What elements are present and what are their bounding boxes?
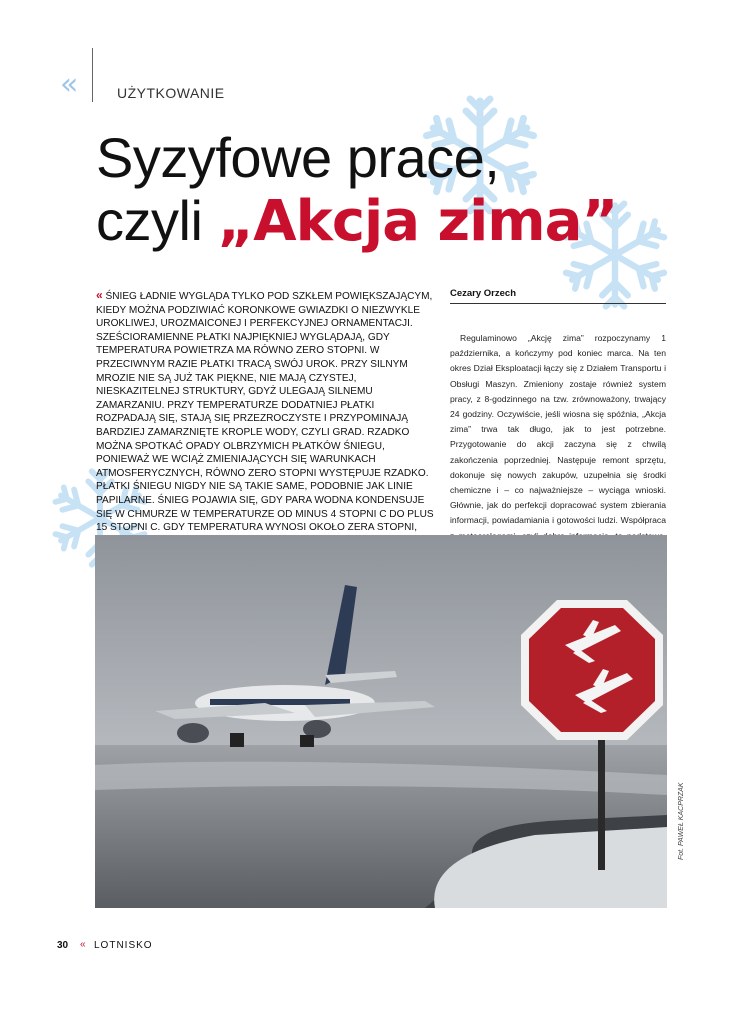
- lead-marker-icon: «: [96, 288, 103, 302]
- photo-credit: Fot. PAWEŁ KACPRZAK: [678, 782, 685, 860]
- airport-runway-photo: [95, 535, 667, 908]
- page-number: 30: [57, 940, 69, 951]
- section-label: UŻYTKOWANIE: [117, 85, 225, 101]
- title-line-2: [96, 190, 617, 253]
- author-divider: [450, 303, 666, 304]
- author-name: Cezary Orzech: [450, 288, 517, 299]
- body-paragraph: Regulaminowo „Akcję zima” rozpoczynamy 1 października, a kończymy pod koniec marca. Na ten okres Dział Eksploatacji łączy się z Działem Transportu i Obsługi Maszyn. Zmieniony zostaje również system pracy, z 8-godzinnego na tzw. zrównoważony, trwający 24 godziny. Oczywiście, jeśli wiosna się spóźnia, „Akcja zima” trwa tak długo, jak to jest potrzebne. Przygotowanie do akcji zaczyna się z chwilą zakończenia poprzedniej. Następuje remont sprzętu, dokonuje się nowych zakupów, uzupełnia się środki chemiczne i – co najważniejsze – wyciąga wnioski. Głównie, jak do perfekcji dopracować system zbierania informacji, powiadamiania i gotowości ludzi. Współpraca: [450, 333, 666, 526]
- title-prefix: czyli: [96, 189, 218, 252]
- section-marker-icon: «: [60, 67, 79, 102]
- footer-marker-icon: «: [80, 939, 86, 950]
- lead-text: ŚNIEG ŁADNIE WYGLĄDA TYLKO POD SZKŁEM POWIĘKSZAJĄCYM, KIEDY MOŻNA PODZIWIAĆ KORONKOWE GWIAZDKI O NIEZWYKLE UROKLIWEJ, UROZMAICONEJ I PERFEKCYJNEJ ORNAMENTACJI. SZEŚCIORAMIENNE PŁATKI NAJPIĘKNIEJ WYGLĄDAJĄ, GDY TEMPERATURA POWIETRZA MA RÓWNO ZERO STOPNI. W PRZECIWNYM RAZIE PŁATKI TRACĄ SWÓJ UROK. PRZY SILNYM MROZIE NIE SĄ JUŻ TAK PIĘKNE, NIE MAJĄ CZYSTEJ, NIESKAZITELNEJ STRUKTURY, GDYŻ ULEGAJĄ SILNEMU ZAMARZANIU. PRZY TEMPERATURZE DODATNIEJ PŁATKI ROZPADAJĄ SIĘ, STAJĄ SIĘ PRZEZROCZYSTE I PRZYPOMINAJĄ BARDZIEJ ZAMARZNIĘTE KROPLE WODY, CZYLI GRAD. RZADKO MOŻNA SPOTKAĆ OPADY OLBRZYMICH PŁATKÓW ŚNIEGU, PONIEWAŻ WE WCIĄŻ ZMIENIAJĄCYCH SIĘ WARUNKACH ATMOSFERYCZNYCH, RÓWNO ZERO STOPNI WYSTĘPUJE RZADKO. PŁATKI ŚNIEGU NIGDY NIE SĄ TAKIE SAME, PODOBNIE JAK LINIE PAPILARNE. ŚNIEG POJAWIA SIĘ, GDY PARA WODNA KONDENSUJE SIĘ W CHMURZE W TEMPERATURZE OD MINUS 4 STOPNI C DO PLUS 15 STOPNI C. GDY TEMPERATURA WYNOSI OKOŁO ZERA STOPNI,: [96, 291, 434, 534]
- title-highlight: „Akcja zima”: [217, 189, 618, 254]
- publication-name: LOTNISKO: [94, 940, 153, 951]
- photo-illustration: [95, 535, 667, 908]
- header-divider: [92, 48, 93, 102]
- title-line-1: Syzyfowe prace,: [96, 126, 500, 189]
